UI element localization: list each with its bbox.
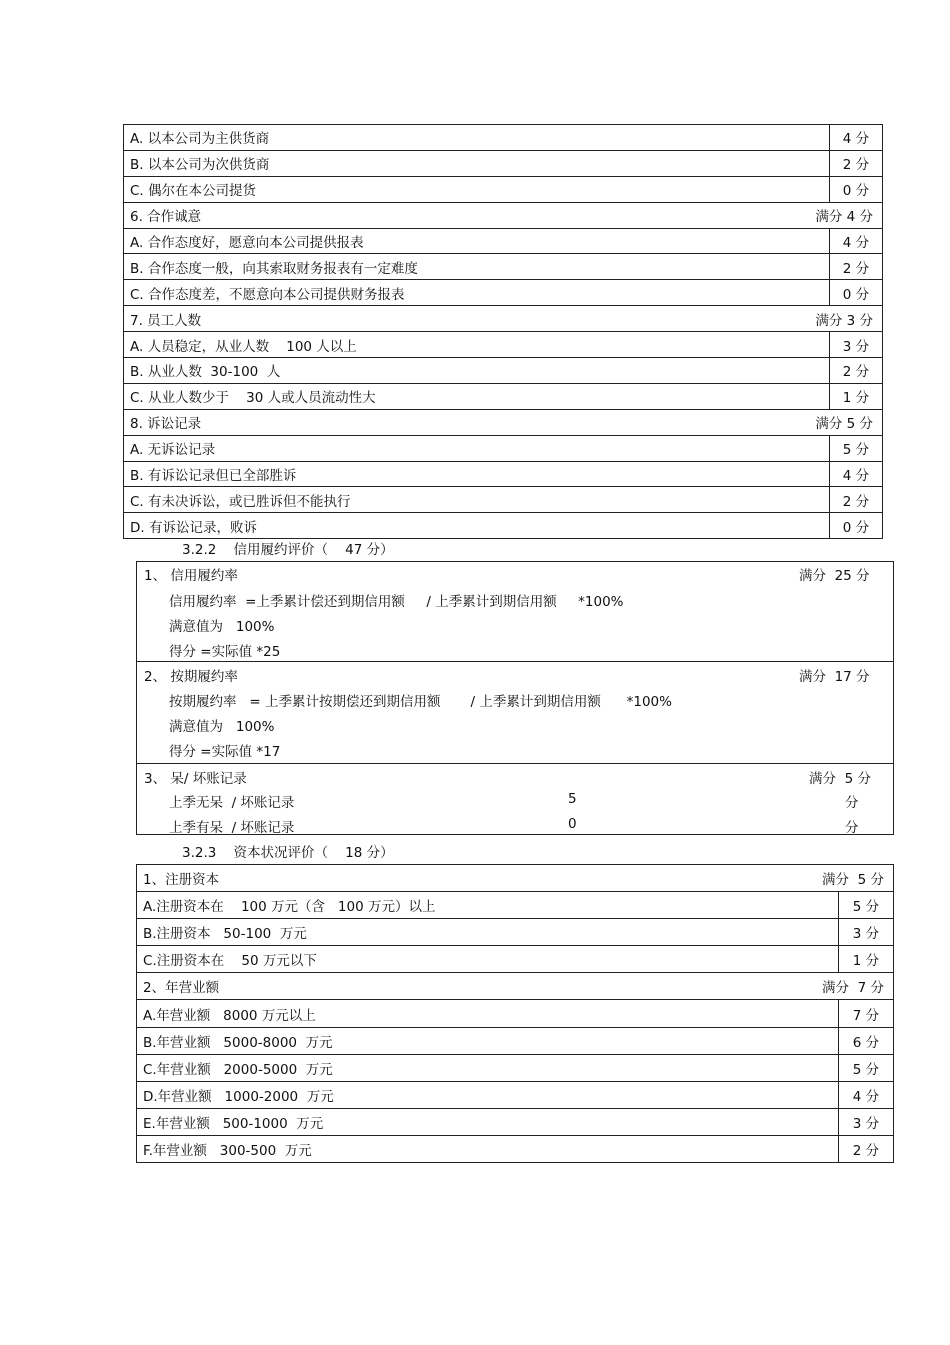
full-score-label: 满分 7 分	[822, 980, 884, 997]
ontime-rate-target: 满意值为 100%	[169, 719, 275, 735]
credit-rate-formula: 信用履约率 =上季累计偿还到期信用额 / 上季累计到期信用额 *100%	[169, 594, 624, 610]
category-label-text: 8. 诉讼记录	[130, 416, 202, 433]
ontime-rate-full: 满分 17 分	[799, 669, 870, 685]
score-cell: 4 分	[839, 1081, 894, 1108]
evaluation-table-1-body	[124, 125, 883, 539]
credit-rate-section	[137, 562, 893, 661]
credit-rate-title: 1、 信用履约率	[144, 568, 238, 584]
criterion-label: D.年营业额 1000-2000 万元	[137, 1081, 839, 1108]
table-row	[137, 1027, 894, 1054]
score-cell: 2 分	[830, 150, 883, 176]
full-score-label: 满分 4 分	[815, 209, 873, 226]
criterion-label: A. 人员稳定，从业人数 100 人以上	[124, 332, 830, 358]
category-row-content	[143, 976, 887, 996]
table-row	[124, 513, 883, 539]
category-label-text: 1、注册资本	[143, 872, 220, 889]
score-cell: 3 分	[839, 919, 894, 946]
category-row-content	[143, 868, 887, 888]
criterion-label: A. 无诉讼记录	[124, 435, 830, 461]
ontime-rate-score: 得分 =实际值 *17	[169, 744, 281, 760]
category-label-text: 2、年营业额	[143, 980, 220, 997]
criterion-label: B. 以本公司为次供货商	[124, 150, 830, 176]
criterion-label: E.年营业额 500-1000 万元	[137, 1108, 839, 1135]
table-row	[124, 228, 883, 254]
table-row	[124, 202, 883, 228]
table-row	[137, 1000, 894, 1027]
evaluation-table-1	[123, 124, 883, 539]
ontime-rate-formula: 按期履约率 = 上季累计按期偿还到期信用额 / 上季累计到期信用额 *100%	[169, 694, 672, 710]
table-row	[124, 176, 883, 202]
criterion-label: A. 以本公司为主供货商	[124, 125, 830, 151]
bad-debt-title: 3、 呆/ 坏账记录	[144, 771, 247, 787]
score-cell: 1 分	[839, 946, 894, 973]
score-cell: 5 分	[839, 892, 894, 919]
table-row	[124, 332, 883, 358]
category-label	[137, 865, 894, 892]
table-row	[137, 1054, 894, 1081]
score-cell: 0 分	[830, 176, 883, 202]
category-label	[124, 409, 883, 435]
score-cell: 0 分	[830, 513, 883, 539]
table-row	[124, 150, 883, 176]
bad-debt-has-unit: 分	[845, 820, 859, 836]
score-cell: 4 分	[830, 461, 883, 487]
table-row	[124, 487, 883, 513]
capital-status-table	[136, 864, 894, 1163]
table-row	[124, 383, 883, 409]
full-score-label: 满分 5 分	[815, 416, 873, 433]
table-row	[124, 461, 883, 487]
bad-debt-none-label: 上季无呆 / 坏账记录	[169, 795, 295, 811]
criterion-label: B.注册资本 50-100 万元	[137, 919, 839, 946]
category-label-text: 6. 合作诚意	[130, 209, 202, 226]
score-cell: 2 分	[830, 487, 883, 513]
criterion-label: B. 有诉讼记录但已全部胜诉	[124, 461, 830, 487]
category-row-content	[130, 309, 876, 329]
criterion-label: D. 有诉讼记录，败诉	[124, 513, 830, 539]
criterion-label: A.注册资本在 100 万元（含 100 万元）以上	[137, 892, 839, 919]
credit-rate-full: 满分 25 分	[799, 568, 870, 584]
bad-debt-none-unit: 分	[845, 795, 859, 811]
category-label	[137, 973, 894, 1000]
bad-debt-section	[137, 763, 893, 834]
table-row	[137, 892, 894, 919]
table-row	[124, 306, 883, 332]
category-label-text: 7. 员工人数	[130, 312, 202, 329]
criterion-label: C. 从业人数少于 30 人或人员流动性大	[124, 383, 830, 409]
criterion-label: C.年营业额 2000-5000 万元	[137, 1054, 839, 1081]
bad-debt-has-value: 0	[568, 816, 577, 832]
score-cell: 0 分	[830, 280, 883, 306]
score-cell: 3 分	[839, 1108, 894, 1135]
category-row-content	[130, 412, 876, 432]
category-label	[124, 306, 883, 332]
credit-rate-target: 满意值为 100%	[169, 619, 275, 635]
table-row	[137, 973, 894, 1000]
criterion-label: A.年营业额 8000 万元以上	[137, 1000, 839, 1027]
criterion-label: F.年营业额 300-500 万元	[137, 1135, 839, 1162]
table-row	[124, 125, 883, 151]
criterion-label: B. 从业人数 30-100 人	[124, 358, 830, 384]
ontime-rate-title: 2、 按期履约率	[144, 669, 238, 685]
table-row	[137, 946, 894, 973]
table-row	[124, 409, 883, 435]
table-row	[137, 1081, 894, 1108]
ontime-rate-section	[137, 661, 893, 763]
full-score-label: 满分 5 分	[822, 872, 884, 889]
table-row	[124, 254, 883, 280]
bad-debt-full: 满分 5 分	[809, 771, 871, 787]
criterion-label: C. 偶尔在本公司提货	[124, 176, 830, 202]
criterion-label: C. 合作态度差，不愿意向本公司提供财务报表	[124, 280, 830, 306]
criterion-label: C.注册资本在 50 万元以下	[137, 946, 839, 973]
table-row	[124, 358, 883, 384]
score-cell: 2 分	[839, 1135, 894, 1162]
credit-rate-score: 得分 =实际值 *25	[169, 644, 281, 660]
full-score-label: 满分 3 分	[815, 312, 873, 329]
table-row	[137, 919, 894, 946]
credit-performance-box	[136, 561, 894, 835]
score-cell: 1 分	[830, 383, 883, 409]
score-cell: 2 分	[830, 358, 883, 384]
score-cell: 5 分	[839, 1054, 894, 1081]
table-row	[137, 1108, 894, 1135]
score-cell: 4 分	[830, 228, 883, 254]
section-heading-322: 3.2.2 信用履约评价（ 47 分）	[182, 542, 394, 558]
score-cell: 7 分	[839, 1000, 894, 1027]
score-cell: 2 分	[830, 254, 883, 280]
capital-status-table-body	[137, 865, 894, 1163]
score-cell: 6 分	[839, 1027, 894, 1054]
score-cell: 5 分	[830, 435, 883, 461]
criterion-label: B. 合作态度一般，向其索取财务报表有一定难度	[124, 254, 830, 280]
bad-debt-none-value: 5	[568, 791, 577, 807]
section-heading-323: 3.2.3 资本状况评价（ 18 分）	[182, 845, 394, 861]
score-cell: 3 分	[830, 332, 883, 358]
criterion-label: C. 有未决诉讼，或已胜诉但不能执行	[124, 487, 830, 513]
table-row	[124, 435, 883, 461]
category-label	[124, 202, 883, 228]
table-row	[124, 280, 883, 306]
criterion-label: B.年营业额 5000-8000 万元	[137, 1027, 839, 1054]
table-row	[137, 865, 894, 892]
category-row-content	[130, 205, 876, 225]
criterion-label: A. 合作态度好，愿意向本公司提供报表	[124, 228, 830, 254]
bad-debt-has-label: 上季有呆 / 坏账记录	[169, 820, 295, 836]
score-cell: 4 分	[830, 125, 883, 151]
table-row	[137, 1135, 894, 1162]
